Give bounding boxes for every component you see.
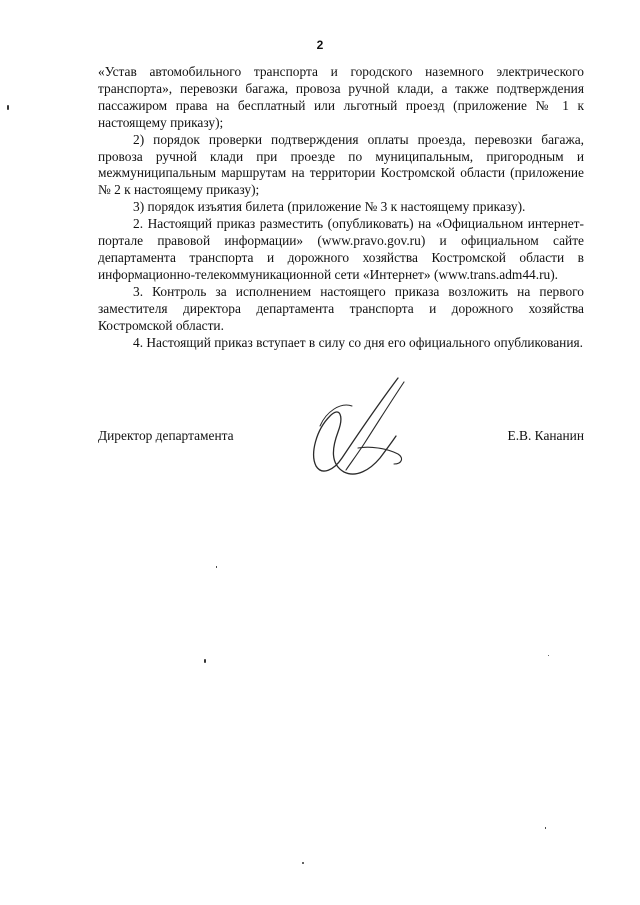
scan-speck [302,862,304,864]
scan-speck [7,105,9,110]
paragraph-continuation: «Устав автомобильного транспорта и городского наземного электрического транспорта», перевозки багажа, провоза ручной клади, а также подтверждения пассажиром права на бесплатный или льготный проезд (приложение № 1 к настоящему приказу); [98,64,584,130]
paragraph-clause-2: 2. Настоящий приказ разместить (опубликовать) на «Официальном интернет-портале правовой информации» (www.pravo.gov.ru) и официальном сайте департамента транспорта и дорожного хозяйства Костромской области в информационно-телекоммуникационной сети «Интернет» (www.trans.adm44.ru). [98,216,584,282]
signatory-name: Е.В. Кананин [507,428,584,443]
paragraph-item-2: 2) порядок проверки подтверждения оплаты проезда, перевозки багажа, провоза ручной клади при проезде по муниципальным, пригородным и межмуниципальным маршрутам на территории Костромской области (приложение № 2 к настоящему приказу); [98,131,584,198]
document-body [98,64,584,351]
scan-speck [545,827,546,829]
scan-speck [216,566,217,568]
scan-speck [548,655,549,656]
page-number: 2 [316,38,324,52]
signatory-position: Директор департамента [98,428,234,443]
scan-speck [204,659,206,663]
paragraph-clause-4: 4. Настоящий приказ вступает в силу со дня его официального опубликования. [133,334,583,350]
paragraph-clause-3: 3. Контроль за исполнением настоящего приказа возложить на первого заместителя директора департамента транспорта и дорожного хозяйства Костромской области. [98,283,584,333]
paragraph-item-3: 3) порядок изъятия билета (приложение № 3 к настоящему приказу). [133,199,526,215]
handwritten-signature [300,372,420,484]
